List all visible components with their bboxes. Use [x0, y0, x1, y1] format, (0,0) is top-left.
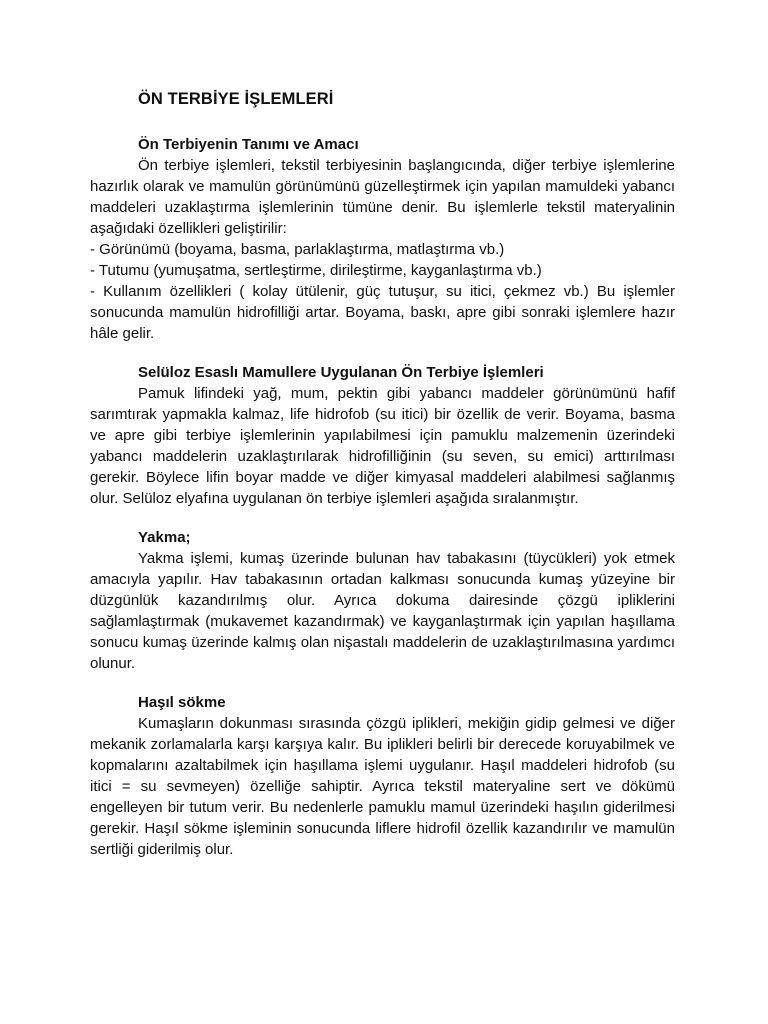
section-definition	[90, 134, 675, 344]
section-paragraph: Ön terbiye işlemleri, tekstil terbiyesinin başlangıcında, diğer terbiye işlemlerine hazırlık olarak ve mamulün görünümünü güzelleştirmek için yapılan mamuldeki yabancı maddeleri uzaklaştırma işlemlerinin tümüne denir. Bu işlemlerle tekstil materyalinin aşağıdaki özellikleri geliştirilir:	[90, 157, 675, 237]
document-body	[90, 88, 675, 878]
list-item: - Kullanım özellikleri ( kolay ütülenir, güç tutuşur, su itici, çekmez vb.) Bu işlemler sonucunda mamulün hidrofilliği artar. Boyama, baskı, apre gibi sonraki işlemlere hazır hâle gelir.	[90, 283, 675, 342]
section-cellulose	[90, 362, 675, 509]
list-item: - Görünümü (boyama, basma, parlaklaştırma, matlaştırma vb.)	[90, 241, 505, 258]
section-desizing	[90, 692, 675, 860]
section-paragraph: Pamuk lifindeki yağ, mum, pektin gibi yabancı maddeler görünümünü hafif sarımtırak yapmakla kalmaz, life hidrofob (su itici) bir özellik de verir. Boyama, basma ve apre gibi terbiye işlemlerinin yapılabilmesi için pamuklu malzemenin üzerindeki yabancı maddelerin uzaklaştırılarak hidrofilliğinin (su seven, su emici) arttırılması gerekir. Böylece lifin boyar madde ve diğer kimyasal maddeleri alabilmesi sağlanmış olur. Selüloz elyafına uygulanan ön terbiye işlemleri aşağıda sıralanmıştır.	[90, 385, 675, 507]
section-singeing	[90, 527, 675, 674]
section-heading: Yakma;	[138, 529, 191, 546]
section-paragraph: Kumaşların dokunması sırasında çözgü iplikleri, mekiğin gidip gelmesi ve diğer mekanik zorlamalarla karşı karşıya kalır. Bu iplikleri belirli bir derecede koruyabilmek ve kopmalarını azaltabilmek için haşıllama işlemi uygulanır. Haşıl maddeleri hidrofob (su itici = su sevmeyen) özelliğe sahiptir. Ayrıca tekstil materyaline sert ve dökümü engelleyen bir tutum verir. Bu nedenlerle pamuklu mamul üzerindeki haşılın giderilmesi gerekir. Haşıl sökme işleminin sonucunda liflere hidrofil özellik kazandırılır ve mamulün sertliği giderilmiş olur.	[90, 715, 675, 858]
section-heading: Ön Terbiyenin Tanımı ve Amacı	[138, 136, 359, 153]
section-heading: Selüloz Esaslı Mamullere Uygulanan Ön Terbiye İşlemleri	[138, 364, 544, 381]
section-paragraph: Yakma işlemi, kumaş üzerinde bulunan hav tabakasını (tüycükleri) yok etmek amacıyla yapılır. Hav tabakasının ortadan kalkması sonucunda kumaş yüzeyine bir düzgünlük kazandırılmış olur. Ayrıca dokuma dairesinde çözgü ipliklerini sağlamlaştırmak (mukavemet kazandırmak) ve kayganlaştırmak için yapılan haşıllama sonucu kumaş üzerinde kalmış olan nişastalı maddelerin de uzaklaştırılmasına yardımcı olunur.	[90, 550, 675, 672]
list-item: - Tutumu (yumuşatma, sertleştirme, dirileştirme, kayganlaştırma vb.)	[90, 262, 542, 279]
section-heading: Haşıl sökme	[138, 694, 226, 711]
document-title: ÖN TERBİYE İŞLEMLERİ	[138, 90, 334, 108]
